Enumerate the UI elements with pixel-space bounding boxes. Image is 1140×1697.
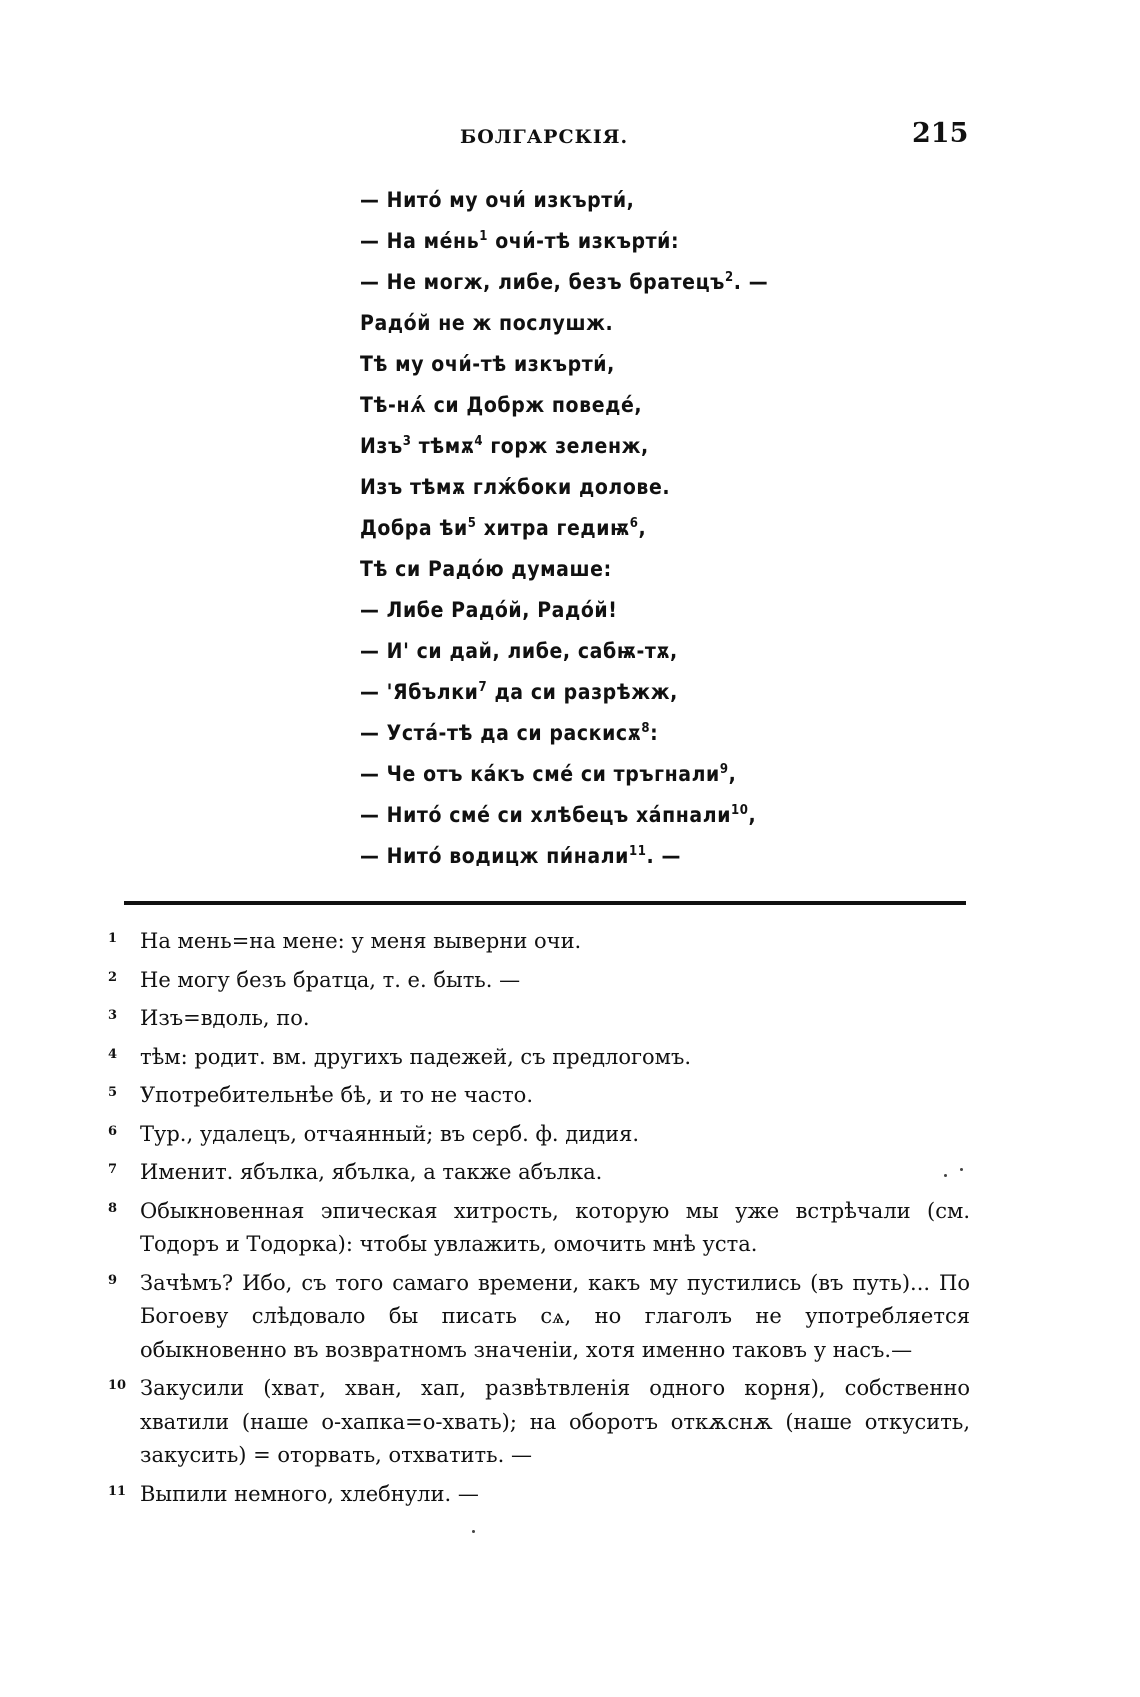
verse-line: Тѣ си Радóю думаше:: [360, 557, 612, 581]
footnote-text: Употребительнѣе бѣ, и то не часто.: [140, 1083, 533, 1107]
footnote-text: Обыкновенная эпическая хитрость, которую мы уже встрѣчали (см. Тодоръ и Тодорка): чтобы увлажить, омочить мнѣ уста.: [140, 1198, 970, 1256]
verse-line: — Нитó му очи́ изкърти́,: [360, 188, 635, 212]
verse-block: [360, 180, 920, 877]
verse-line: Изъ тѣмѫ глж́боки долове.: [360, 475, 671, 499]
verse-line: — Нитó смé си хлѣбецъ хáпнали$^{10}$,: [360, 803, 757, 827]
footnote: [108, 1118, 970, 1152]
footnote-text: Зачѣмъ? Ибо, съ того самаго времени, какъ му пустились (въ путь)... По Богоеву слѣдовало бы писать сѧ, но глаголъ не употребляется обыкновенно въ возвратномъ значеніи, хотя именно таковъ у насъ.—: [140, 1270, 970, 1362]
footnote-text: Изъ=вдоль, по.: [140, 1006, 310, 1030]
footnote-number: 6: [108, 1123, 118, 1139]
footnote: [108, 1267, 970, 1368]
footnote-ref: 3: [402, 434, 412, 449]
verse-line: Тѣ му очи́-тѣ изкърти́,: [360, 352, 615, 376]
footnote-number: 2: [108, 969, 118, 985]
verse-line: Радóй не ж послушж.: [360, 311, 614, 335]
footnote-ref: 4: [474, 434, 484, 449]
footnote-text: Выпили немного, хлебнули. —: [140, 1481, 479, 1506]
footnote: [108, 964, 970, 998]
footnote: [108, 1041, 970, 1075]
footnote: [108, 1002, 970, 1036]
footnote-text: Именит. ябълка, ябълка, а также абълка.: [140, 1160, 603, 1184]
verse-line: — Не могж, либе, безъ братецъ$^2$. —: [360, 270, 769, 294]
footnote-text: Закусили (хват, хван, хап, развѣтвленія одного корня), собственно хватили (наше о-хапка=о-хвать); на оборотъ откѫснѫ (наше откусить, закусить) = оторвать, отхватить. —: [140, 1376, 970, 1467]
footnote-separator-rule: [124, 901, 966, 905]
footnote-ref: 5: [467, 516, 477, 531]
footnote-text: Не могу безъ братца, т. е. быть. —: [140, 967, 521, 992]
scan-speck: [472, 1530, 475, 1533]
footnote: [108, 1156, 970, 1190]
footnote: [108, 1478, 970, 1512]
verse-line: — И' си дай, либе, сабѭ-тѫ,: [360, 639, 678, 663]
verse-line: — Либе Радóй, Радóй!: [360, 598, 618, 622]
verse-line: — Нитó водицж пи́нали$^{11}$. —: [360, 844, 681, 868]
running-title: БОЛГАРСКІЯ.: [460, 126, 629, 148]
footnote-number: 5: [108, 1085, 118, 1100]
verse-line: — 'Ябълки$^7$ да си разрѣжж,: [360, 680, 678, 704]
footnote-number: 11: [108, 1483, 127, 1499]
footnote-ref: 1: [479, 229, 489, 244]
footnote-text: На мень=на мене: у меня выверни очи.: [140, 929, 582, 953]
verse-line: — На $ме́нь^1$ очи́-тѣ изкърти́:: [360, 229, 680, 253]
scan-speck: [944, 1174, 947, 1177]
footnote: [108, 1195, 970, 1262]
verse-line: Изъ$^3$ тѣмѫ$^4$ горж зеленж,: [360, 434, 649, 458]
footnote-number: 10: [108, 1378, 127, 1393]
footnotes-block: [108, 925, 970, 1516]
footnote-ref: 6: [629, 516, 639, 531]
verse-line: Добра $ѣи^5$ хитра гедиѭ$^6$,: [360, 516, 647, 540]
footnote: [108, 1079, 970, 1113]
footnote-ref: 10: [731, 803, 749, 818]
scan-speck: [960, 1168, 963, 1171]
footnote-number: 8: [108, 1200, 118, 1216]
footnote-text: Тур., удалецъ, отчаянный; въ серб. ф. дидия.: [140, 1121, 640, 1146]
verse-line: — Че отъ кáкъ смé си тръгнали$^9$,: [360, 762, 737, 786]
footnote-number: 4: [108, 1046, 118, 1062]
footnote-ref: 7: [478, 680, 488, 695]
footnote-ref: 8: [641, 721, 651, 736]
footnote-text: тѣм: родит. вм. другихъ падежей, съ предлогомъ.: [140, 1044, 692, 1069]
footnote-ref: 9: [719, 762, 729, 777]
footnote-number: 7: [108, 1162, 118, 1177]
footnote: [108, 925, 970, 959]
verse-line: — Устá-тѣ да си раскисѫ$^8$:: [360, 721, 659, 745]
footnote-number: 1: [108, 931, 118, 946]
footnote: [108, 1372, 970, 1473]
footnote-number: 9: [108, 1272, 118, 1288]
footnote-ref: 2: [725, 270, 734, 285]
verse-line: Тѣ-нѧ́ си Добрж поведé,: [360, 393, 643, 417]
footnote-ref: 11: [629, 844, 647, 859]
page-number: 215: [912, 118, 969, 149]
footnote-number: 3: [108, 1008, 118, 1023]
